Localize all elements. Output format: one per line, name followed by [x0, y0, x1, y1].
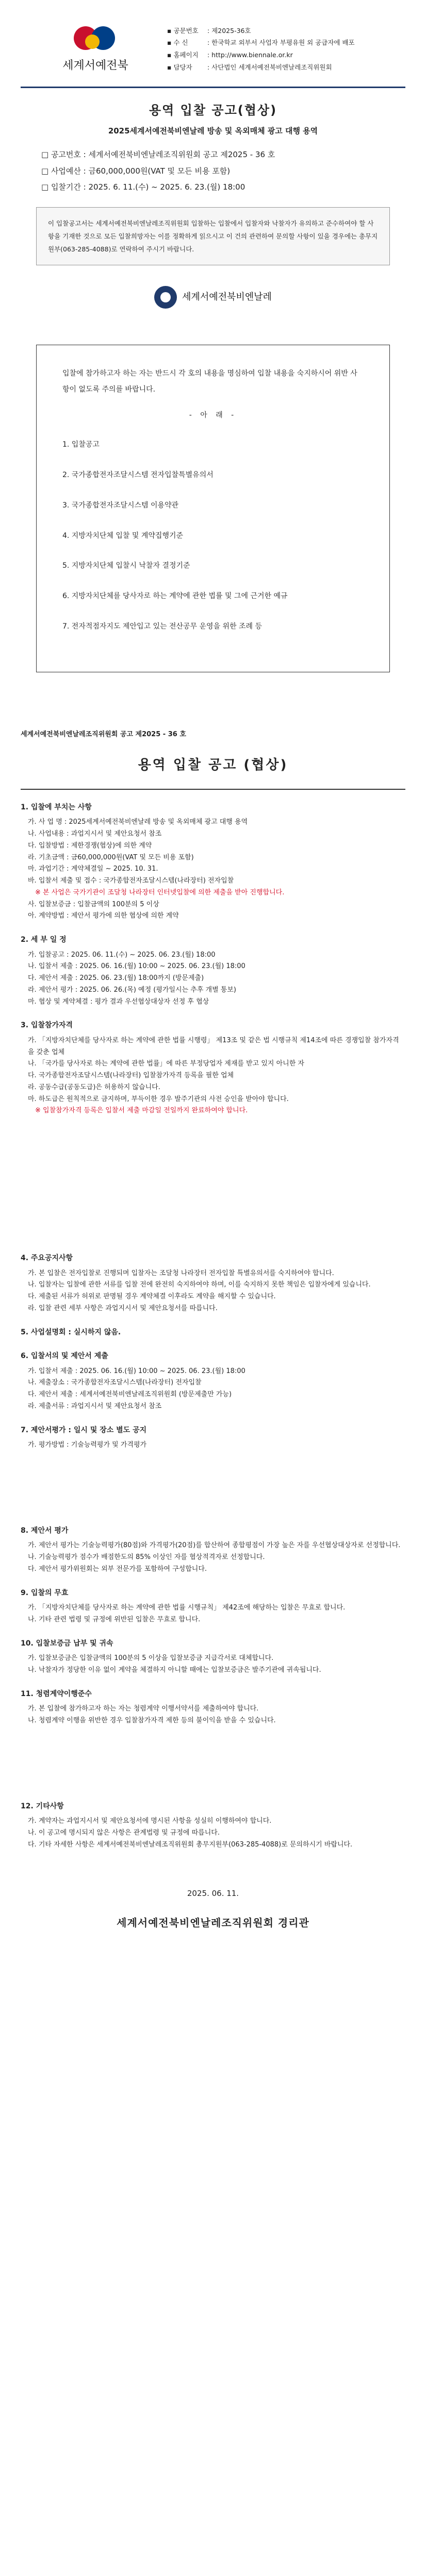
meta-row [167, 49, 355, 61]
seal-name: 세계서예전북비엔날레 [182, 292, 272, 302]
summary-item: □ 사업예산 : 금60,000,000원(VAT 및 모든 비용 포함) [41, 166, 231, 176]
notice-box: 이 입찰공고서는 세계서예전북비엔날레조직위원회 입찰하는 입찰에서 입찰자와 낙찰자가 유의하고 준수하여야 할 사항을 기재한 것으로 모든 입찰희망자는 이를 정확하게 읽으시고 이 건의 관련하여 문의할 사항이 있을 경우에는 총무지원부(063-285-4088)로 연락하여 주시기 바랍니다. [36, 207, 390, 265]
section-line: 아. 계약방법 : 제안서 평가에 의한 협상에 의한 계약 [28, 912, 179, 920]
document-section [21, 1688, 405, 1727]
logo-text: 세계서예전북 [62, 59, 128, 72]
section-heading: 4. 주요공지사항 [21, 1254, 73, 1263]
section-line: 다. 제출된 서류가 허위로 판명될 경우 계약체결 이후라도 계약을 해지할 수 있습니다. [28, 1293, 276, 1301]
section-line: 가. 본 입찰은 전자입찰로 진행되며 입찰자는 조달청 나라장터 전자입찰 특별유의서를 숙지하여야 합니다. [28, 1269, 334, 1277]
section-line: 다. 입찰방법 : 제한경쟁(협상)에 의한 계약 [28, 841, 152, 850]
section-heading: 6. 입찰서의 및 제안서 제출 [21, 1352, 108, 1361]
document-section [21, 1800, 405, 1851]
section-line: 다. 국가종합전자조달시스템(나라장터) 입찰참가자격 등록을 필한 업체 [28, 1072, 234, 1080]
letterhead-meta [167, 25, 355, 74]
meta-key: ▪ 공문번호 [167, 26, 199, 35]
meta-row [167, 61, 355, 74]
divider [21, 789, 405, 790]
section-heading: 2. 세 부 일 정 [21, 936, 67, 944]
notice-title: 용역 입찰 공고(협상) [149, 103, 277, 117]
section-line: 라. 입찰 관련 세부 사항은 과업지시서 및 제안요청서를 따릅니다. [28, 1304, 218, 1312]
document-section [21, 1524, 405, 1575]
section-line: 마. 과업기간 : 계약체결일 ~ 2025. 10. 31. [28, 865, 158, 873]
notice-subtitle: 2025세계서예전북비엔날레 방송 및 옥외매체 광고 대행 용역 [108, 126, 318, 135]
section-heading: 7. 제안서평가 : 일시 및 장소 별도 공지 [21, 1426, 147, 1434]
section-line: 나. 청렴계약 이행을 위반한 경우 입찰참가자격 제한 등의 불이익을 받을 수 있습니다. [28, 1716, 276, 1724]
pledge-intro: 입찰에 참가하고자 하는 자는 반드시 각 호의 내용을 명심하여 입찰 내용을 숙지하시어 위반 사항이 없도록 주의를 바랍니다. [62, 369, 357, 394]
issuing-organization: 세계서예전북비엔날레조직위원회 경리관 [117, 1916, 309, 1929]
section-line: 라. 기초금액 : 금60,000,000원(VAT 및 모든 비용 포함) [28, 853, 194, 861]
meta-key: ▪ 수 신 [167, 39, 188, 47]
meta-row [167, 25, 355, 37]
section-heading: 8. 제안서 평가 [21, 1526, 69, 1535]
section-line: 나. 입찰서 제출 : 2025. 06. 16.(월) 10:00 ~ 2025. 06. 23.(월) 18:00 [28, 962, 245, 971]
section-line: 다. 제안서 평가위원회는 외부 전문가를 포함하여 구성합니다. [28, 1565, 207, 1573]
emblem-icon [154, 286, 177, 309]
section-heading: 10. 입찰보증금 납부 및 귀속 [21, 1639, 113, 1648]
summary-list [41, 147, 385, 196]
seal-area [21, 281, 405, 314]
document-section [21, 801, 405, 922]
document-section [21, 934, 405, 1008]
section-line: ※ 입찰참가자격 등록은 입찰서 제출 마감일 전일까지 완료하여야 합니다. [35, 1107, 248, 1115]
document-section [21, 1587, 405, 1626]
pledge-box [36, 345, 390, 672]
notice-title-block [21, 99, 405, 138]
meta-value: : http://www.biennale.or.kr [207, 51, 293, 59]
pledge-item: 5. 지방자치단체 입찰시 낙찰자 결정기준 [62, 562, 190, 570]
section-line: 나. 제출장소 : 국가종합전자조달시스템(나라장터) 전자입찰 [28, 1379, 202, 1387]
section-line: 가. 「지방자치단체를 당사자로 하는 계약에 관한 법률 시행령」 제13조 및 같은 법 시행규칙 제14조에 따른 경쟁입찰 참가자격을 갖춘 업체 [28, 1036, 399, 1056]
meta-value: : 제2025-36호 [207, 26, 251, 35]
document-section [21, 1252, 405, 1315]
meta-key: ▪ 홈페이지 [167, 51, 199, 59]
section-line: 다. 제안서 제출 : 2025. 06. 23.(월) 18:00까지 (방문제출) [28, 974, 204, 982]
section-line: 가. 제안서 평가는 기술능력평가(80점)와 가격평가(20점)를 합산하여 종합평점이 가장 높은 자를 우선협상대상자로 선정합니다. [28, 1541, 401, 1550]
section-line: 라. 공동수급(공동도급)은 허용하지 않습니다. [28, 1083, 160, 1091]
document-section [21, 1350, 405, 1413]
letterhead [21, 15, 405, 88]
section-line: 사. 입찰보증금 : 입찰금액의 100분의 5 이상 [28, 900, 159, 908]
section-line: 가. 「지방자치단체를 당사자로 하는 계약에 관한 법률 시행규칙」 제42조에 해당하는 입찰은 무효로 합니다. [28, 1604, 346, 1612]
section-line: 라. 제안서 평가 : 2025. 06. 26.(목) 예정 (평가일시는 추후 개별 통보) [28, 986, 236, 994]
pledge-item: 7. 전자적점자지도 제안입고 있는 전산공무 운영을 위한 조례 등 [62, 622, 263, 631]
logo-mark-icon [71, 22, 120, 53]
document-footer [21, 1887, 405, 1931]
section-heading: 3. 입찰참가자격 [21, 1021, 73, 1030]
section-heading: 9. 입찰의 무효 [21, 1588, 69, 1597]
section-line: 가. 입찰공고 : 2025. 06. 11.(수) ~ 2025. 06. 23.(월) 18:00 [28, 951, 216, 959]
summary-item: □ 입찰기간 : 2025. 6. 11.(수) ~ 2025. 6. 23.(월) 18:00 [41, 182, 245, 192]
section-line: 가. 입찰서 제출 : 2025. 06. 16.(월) 10:00 ~ 2025. 06. 23.(월) 18:00 [28, 1367, 245, 1375]
pledge-item: 2. 국가종합전자조달시스템 전자입찰특별유의서 [62, 470, 214, 479]
pledge-item: 3. 국가종합전자조달시스템 이용약관 [62, 501, 179, 510]
section-line: 나. 기타 관련 법령 및 규정에 위반된 입찰은 무효로 합니다. [28, 1615, 201, 1623]
section-heading: 11. 청렴계약이행준수 [21, 1689, 92, 1698]
section-line: 가. 사 업 명 : 2025세계서예전북비엔날레 방송 및 옥외매체 광고 대행 용역 [28, 818, 248, 826]
summary-item: □ 공고번호 : 세계서예전북비엔날레조직위원회 공고 제2025 - 36 호 [41, 150, 275, 160]
document-title: 용역 입찰 공고 (협상) [138, 757, 288, 773]
section-line: 다. 제안서 제출 : 세계서예전북비엔날레조직위원회 (방문제출만 가능) [28, 1391, 232, 1399]
organization-logo [36, 21, 155, 77]
section-line: 마. 하도급은 원칙적으로 금지하며, 부득이한 경우 발주기관의 사전 승인을 받아야 합니다. [28, 1095, 289, 1103]
pledge-item: 1. 입찰공고 [62, 440, 100, 449]
section-line: 나. 이 공고에 명시되지 않은 사항은 관계법령 및 규정에 따릅니다. [28, 1828, 220, 1837]
document-section [21, 1424, 405, 1451]
section-line: 마. 협상 및 계약체결 : 평가 결과 우선협상대상자 선정 후 협상 [28, 997, 209, 1006]
document-header: 세계서예전북비엔날레조직위원회 공고 제2025 - 36 호 [21, 730, 186, 738]
issue-date: 2025. 06. 11. [187, 1889, 239, 1899]
meta-value: : 사단법인 세계서예전북비엔날레조직위원회 [207, 63, 332, 71]
section-line: 가. 입찰보증금은 입찰금액의 100분의 5 이상을 입찰보증금 지급각서로 대체합니다. [28, 1654, 274, 1663]
section-line: 나. 사업내용 : 과업지시서 및 제안요청서 참조 [28, 830, 162, 838]
meta-value: : 한국학교 외부서 사업자 부평유원 외 공급자에 배포 [207, 39, 355, 47]
document-section [21, 1019, 405, 1117]
organization-seal [146, 281, 280, 314]
section-line: 가. 본 입찰에 참가하고자 하는 자는 청렴계약 이행서약서를 제출하여야 합니다. [28, 1705, 259, 1713]
pledge-item: 6. 지방자치단체를 당사자로 하는 계약에 관한 법률 및 그에 근거한 예규 [62, 592, 288, 601]
section-line: 가. 계약자는 과업지시서 및 제안요청서에 명시된 사항을 성실히 이행하여야 합니다. [28, 1817, 272, 1825]
pledge-item: 4. 지방자치단체 입찰 및 계약집행기준 [62, 531, 184, 540]
document-section [21, 1326, 405, 1339]
meta-row [167, 37, 355, 49]
section-line: 바. 입찰서 제출 및 접수 : 국가종합전자조달시스템(나라장터) 전자입찰 [28, 877, 234, 885]
section-line: 나. 기술능력평가 점수가 배점한도의 85% 이상인 자를 협상적격자로 선정합니다. [28, 1553, 265, 1562]
section-heading: 5. 사업설명회 : 실시하지 않음. [21, 1328, 121, 1336]
section-line: 라. 제출서류 : 과업지시서 및 제안요청서 참조 [28, 1402, 162, 1410]
meta-key: ▪ 담당자 [167, 63, 192, 71]
section-line: 가. 평가방법 : 기술능력평가 및 가격평가 [28, 1441, 147, 1449]
section-heading: 12. 기타사항 [21, 1802, 64, 1810]
section-line: 나. 낙찰자가 정당한 이유 없이 계약을 체결하지 아니할 때에는 입찰보증금은 발주기관에 귀속됩니다. [28, 1666, 321, 1674]
section-line: ※ 본 사업은 국가기관이 조달청 나라장터 인터넷입찰에 의한 제출을 받아 진행합니다. [35, 888, 285, 896]
section-line: 다. 기타 자세한 사항은 세계서예전북비엔날레조직위원회 총무지원부(063-285-4088)로 문의하시기 바랍니다. [28, 1840, 353, 1849]
pledge-center-label: - 아 래 - [189, 411, 237, 420]
document-body [21, 801, 405, 1851]
section-line: 나. 「국가를 당사자로 하는 계약에 관한 법률」에 따른 부정당업자 제재를 받고 있지 아니한 자 [28, 1060, 304, 1068]
section-heading: 1. 입찰에 부치는 사항 [21, 803, 92, 811]
section-line: 나. 입찰자는 입찰에 관한 서류를 입찰 전에 완전히 숙지하여야 하며, 이를 숙지하지 못한 책임은 입찰자에게 있습니다. [28, 1281, 371, 1289]
pledge-list [62, 437, 364, 635]
document-section [21, 1637, 405, 1676]
